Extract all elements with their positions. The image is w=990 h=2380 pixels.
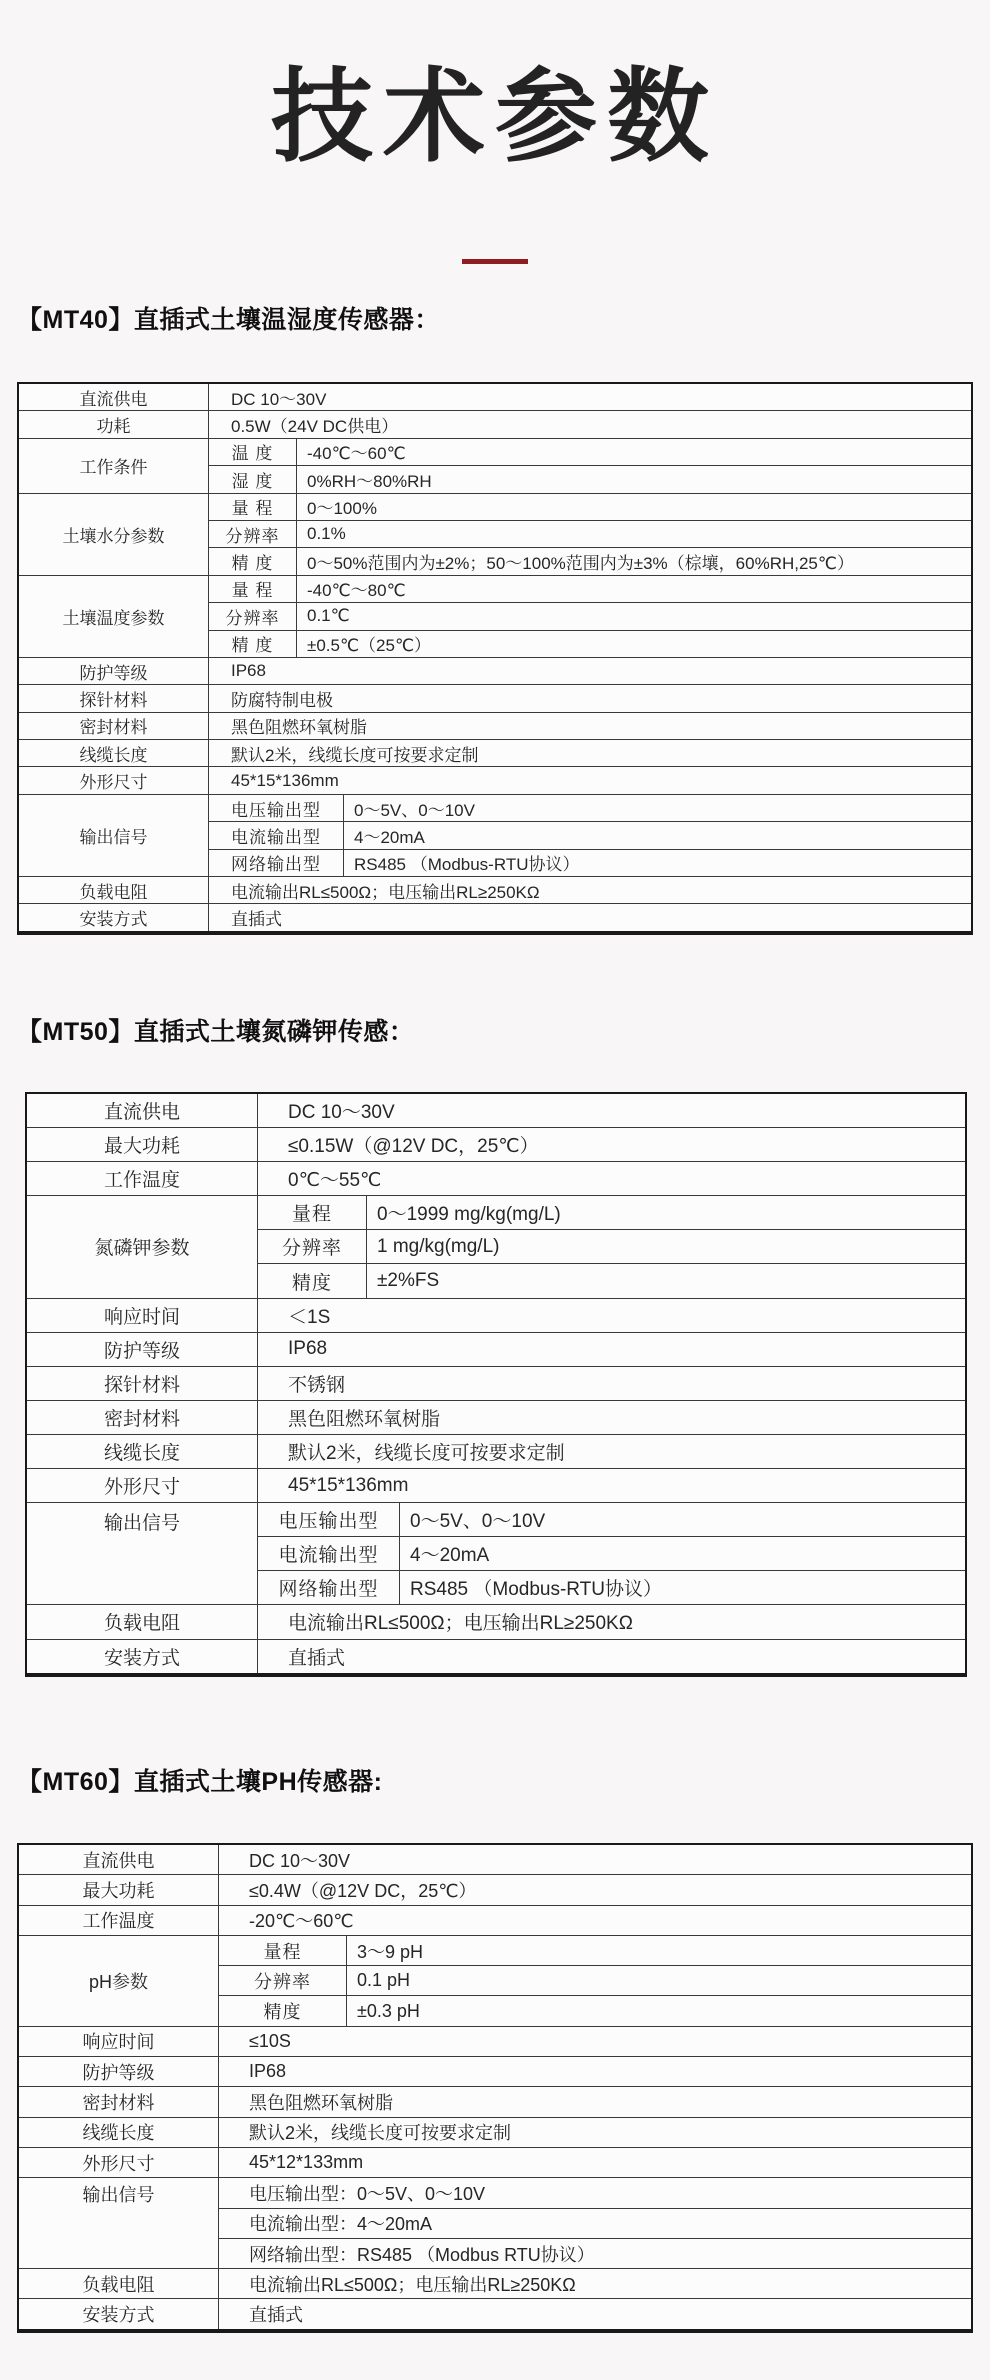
row-sub-label: 网络输出型 bbox=[258, 1571, 400, 1604]
row-value: 3～9 pH bbox=[357, 1941, 424, 1962]
row-group-label: pH参数 bbox=[19, 1936, 219, 2026]
row-group-rows bbox=[219, 1936, 971, 2026]
table-row bbox=[258, 1503, 965, 1536]
title-divider bbox=[462, 259, 528, 264]
row-sub-label: 电流输出型 bbox=[258, 1537, 400, 1570]
table-row bbox=[209, 520, 971, 547]
row-value: 默认2米，线缆长度可按要求定制 bbox=[288, 1442, 565, 1464]
row-sub-label: 量 程 bbox=[209, 494, 297, 520]
table-row-group bbox=[19, 794, 971, 876]
table-row bbox=[219, 1936, 971, 1965]
page-title: 技术参数 bbox=[271, 60, 719, 174]
row-label: 直流供电 bbox=[27, 1094, 258, 1127]
row-value: 电流输出RL≤500Ω；电压输出RL≥250KΩ bbox=[288, 1613, 633, 1635]
row-label: 工作温度 bbox=[27, 1162, 258, 1195]
table-row bbox=[209, 849, 971, 876]
row-value: ±0.3 pH bbox=[357, 2000, 420, 2021]
table-row bbox=[19, 2086, 971, 2116]
row-value: ≤10S bbox=[249, 2030, 291, 2051]
row-value: ±0.5℃（25℃） bbox=[307, 636, 432, 656]
row-value: 0.1 pH bbox=[357, 1970, 411, 1991]
table-row bbox=[209, 821, 971, 848]
row-sub-label: 分辨率 bbox=[258, 1230, 367, 1263]
row-group-rows bbox=[209, 494, 971, 575]
table-row bbox=[209, 602, 971, 629]
row-label: 探针材料 bbox=[27, 1367, 258, 1400]
row-value: 0～1999 mg/kg(mg/L) bbox=[377, 1204, 561, 1226]
row-group-rows bbox=[219, 2178, 971, 2268]
row-group-label: 土壤温度参数 bbox=[19, 576, 209, 657]
table-row bbox=[19, 903, 971, 930]
row-label: 响应时间 bbox=[27, 1299, 258, 1332]
table-row-group bbox=[19, 438, 971, 493]
table-row bbox=[219, 1965, 971, 1995]
spec-table bbox=[25, 1092, 967, 1677]
row-label: 工作温度 bbox=[19, 1906, 219, 1935]
section-1 bbox=[17, 303, 973, 935]
row-label: 安装方式 bbox=[19, 904, 209, 930]
table-row bbox=[219, 2238, 971, 2268]
row-label: 密封材料 bbox=[27, 1401, 258, 1434]
table-row-group bbox=[27, 1502, 965, 1604]
row-value: 黑色阻燃环氧树脂 bbox=[249, 2093, 393, 2114]
section-3 bbox=[17, 1765, 973, 2333]
table-row bbox=[258, 1196, 965, 1229]
spec-table bbox=[17, 1843, 973, 2333]
row-sub-label: 电流输出型 bbox=[209, 822, 344, 848]
row-sub-label: 精度 bbox=[258, 1264, 367, 1297]
table-row bbox=[27, 1298, 965, 1332]
table-row bbox=[209, 439, 971, 465]
row-sub-label: 量 程 bbox=[209, 576, 297, 602]
row-label: 功耗 bbox=[19, 411, 209, 437]
table-row bbox=[19, 2026, 971, 2056]
table-row bbox=[27, 1161, 965, 1195]
row-value: DC 10～30V bbox=[231, 389, 327, 409]
table-row bbox=[258, 1263, 965, 1297]
table-row bbox=[219, 2208, 971, 2238]
section-heading: 【MT50】直插式土壤氮磷钾传感： bbox=[17, 1018, 415, 1046]
row-value: 直插式 bbox=[249, 2305, 303, 2326]
row-value: 黑色阻燃环氧树脂 bbox=[231, 718, 367, 738]
row-value: DC 10～30V bbox=[288, 1102, 395, 1124]
row-group-rows bbox=[258, 1503, 965, 1604]
table-row bbox=[209, 576, 971, 602]
table-row bbox=[209, 494, 971, 520]
row-value: IP68 bbox=[249, 2061, 287, 2082]
section-heading: 【MT40】直插式土壤温湿度传感器： bbox=[17, 306, 440, 334]
row-label: 直流供电 bbox=[19, 384, 209, 410]
table-row bbox=[27, 1400, 965, 1434]
row-value: RS485 （Modbus-RTU协议） bbox=[354, 855, 580, 875]
row-label: 密封材料 bbox=[19, 2087, 219, 2116]
row-value: -40℃～60℃ bbox=[307, 444, 406, 464]
table-row bbox=[19, 1905, 971, 1935]
row-label: 负载电阻 bbox=[19, 877, 209, 903]
row-label: 直流供电 bbox=[19, 1845, 219, 1874]
row-value: 默认2米，线缆长度可按要求定制 bbox=[249, 2123, 512, 2144]
row-value: 电压输出型：0～5V、0～10V bbox=[249, 2183, 486, 2204]
row-value: -40℃～80℃ bbox=[307, 581, 406, 601]
row-sub-label: 网络输出型 bbox=[209, 850, 344, 876]
table-row bbox=[219, 2178, 971, 2207]
row-sub-label: 分辨率 bbox=[209, 521, 297, 547]
table-row bbox=[27, 1127, 965, 1161]
table-row bbox=[209, 795, 971, 821]
table-row bbox=[19, 1874, 971, 1904]
table-row bbox=[258, 1229, 965, 1263]
table-row bbox=[27, 1094, 965, 1127]
table-row bbox=[19, 1845, 971, 1874]
row-sub-label: 温 度 bbox=[209, 439, 297, 465]
row-label: 防护等级 bbox=[27, 1333, 258, 1366]
table-row bbox=[219, 1995, 971, 2025]
row-value: 直插式 bbox=[288, 1647, 346, 1669]
table-row bbox=[27, 1604, 965, 1638]
row-sub-label: 湿 度 bbox=[209, 466, 297, 492]
row-value: 默认2米，线缆长度可按要求定制 bbox=[231, 745, 479, 765]
row-value: 45*15*136mm bbox=[288, 1474, 409, 1496]
section-2 bbox=[17, 1015, 973, 1677]
row-group-rows bbox=[209, 795, 971, 876]
row-value: 0.5W（24V DC供电） bbox=[231, 417, 399, 437]
table-row bbox=[27, 1366, 965, 1400]
row-value: 0～5V、0～10V bbox=[354, 800, 475, 820]
table-row bbox=[209, 630, 971, 657]
table-row bbox=[209, 547, 971, 574]
row-value: 4～20mA bbox=[410, 1545, 490, 1567]
row-value: IP68 bbox=[288, 1338, 328, 1360]
row-sub-label: 量程 bbox=[219, 1936, 347, 1965]
row-label: 探针材料 bbox=[19, 685, 209, 711]
row-group-label: 输出信号 bbox=[19, 795, 209, 876]
table-row bbox=[258, 1570, 965, 1604]
table-row bbox=[19, 2117, 971, 2147]
row-label: 安装方式 bbox=[27, 1640, 258, 1673]
table-row bbox=[19, 657, 971, 684]
row-value: 电流输出RL≤500Ω；电压输出RL≥250KΩ bbox=[231, 882, 540, 902]
row-sub-label: 分辨率 bbox=[209, 603, 297, 629]
row-value: 防腐特制电极 bbox=[231, 690, 333, 710]
row-sub-label: 精 度 bbox=[209, 631, 297, 657]
table-row bbox=[19, 766, 971, 793]
row-value: -20℃～60℃ bbox=[249, 1911, 354, 1932]
row-value: 0～100% bbox=[307, 499, 377, 519]
table-row-group bbox=[19, 1935, 971, 2026]
table-row bbox=[19, 410, 971, 437]
section-heading: 【MT60】直插式土壤PH传感器: bbox=[17, 1768, 383, 1796]
row-label: 密封材料 bbox=[19, 713, 209, 739]
row-group-rows bbox=[209, 576, 971, 657]
row-sub-label: 精度 bbox=[219, 1996, 347, 2025]
row-sub-label: 精 度 bbox=[209, 548, 297, 574]
row-value: ±2%FS bbox=[377, 1270, 440, 1292]
table-row bbox=[27, 1639, 965, 1673]
row-value: 网络输出型：RS485 （Modbus RTU协议） bbox=[249, 2244, 595, 2265]
row-value: 45*15*136mm bbox=[231, 770, 339, 790]
row-value: 45*12*133mm bbox=[249, 2152, 364, 2173]
row-label: 外形尺寸 bbox=[19, 2148, 219, 2177]
table-row bbox=[19, 712, 971, 739]
row-sub-label: 电压输出型 bbox=[258, 1503, 400, 1536]
row-group-label: 输出信号 bbox=[19, 2178, 219, 2268]
row-label: 线缆长度 bbox=[19, 740, 209, 766]
row-group-label: 氮磷钾参数 bbox=[27, 1196, 258, 1297]
row-value: 不锈钢 bbox=[288, 1374, 346, 1396]
row-group-label: 输出信号 bbox=[27, 1503, 258, 1604]
row-label: 最大功耗 bbox=[19, 1875, 219, 1904]
table-row bbox=[209, 465, 971, 492]
row-value: 1 mg/kg(mg/L) bbox=[377, 1235, 500, 1257]
row-label: 外形尺寸 bbox=[27, 1469, 258, 1502]
row-label: 负载电阻 bbox=[19, 2269, 219, 2298]
row-value: 电流输出RL≤500Ω；电压输出RL≥250KΩ bbox=[249, 2274, 576, 2295]
row-group-rows bbox=[258, 1196, 965, 1297]
row-sub-label: 电压输出型 bbox=[209, 795, 344, 821]
row-value: 0～50%范围内为±2%；50～100%范围内为±3%（棕壤，60%RH,25℃） bbox=[307, 554, 854, 574]
row-label: 线缆长度 bbox=[19, 2118, 219, 2147]
row-group-label: 工作条件 bbox=[19, 439, 209, 493]
row-label: 防护等级 bbox=[19, 658, 209, 684]
row-group-rows bbox=[209, 439, 971, 493]
row-value: 电流输出型：4～20mA bbox=[249, 2214, 433, 2235]
table-row bbox=[19, 684, 971, 711]
row-value: 4～20mA bbox=[354, 827, 425, 847]
row-value: ≤0.15W（@12V DC，25℃） bbox=[288, 1136, 539, 1158]
table-row-group bbox=[19, 575, 971, 657]
table-row bbox=[19, 2298, 971, 2328]
row-label: 防护等级 bbox=[19, 2057, 219, 2086]
table-row bbox=[27, 1434, 965, 1468]
table-row bbox=[27, 1468, 965, 1502]
table-row bbox=[19, 876, 971, 903]
row-value: 黑色阻燃环氧树脂 bbox=[288, 1408, 441, 1430]
table-row-group bbox=[19, 493, 971, 575]
row-group-label: 土壤水分参数 bbox=[19, 494, 209, 575]
table-row bbox=[19, 2268, 971, 2298]
table-row-group bbox=[19, 2177, 971, 2268]
row-label: 安装方式 bbox=[19, 2299, 219, 2328]
spec-table bbox=[17, 382, 973, 935]
row-sub-label: 量程 bbox=[258, 1196, 367, 1229]
row-value: 直插式 bbox=[231, 910, 282, 930]
table-row-group bbox=[27, 1195, 965, 1297]
row-value: ≤0.4W（@12V DC，25℃） bbox=[249, 1880, 477, 1901]
table-row bbox=[19, 2147, 971, 2177]
row-sub-label: 分辨率 bbox=[219, 1966, 347, 1995]
row-label: 响应时间 bbox=[19, 2027, 219, 2056]
row-value: 0～5V、0～10V bbox=[410, 1511, 546, 1533]
row-value: RS485 （Modbus-RTU协议） bbox=[410, 1579, 663, 1601]
row-label: 最大功耗 bbox=[27, 1128, 258, 1161]
table-row bbox=[19, 739, 971, 766]
row-value: ＜1S bbox=[288, 1306, 331, 1328]
row-label: 负载电阻 bbox=[27, 1605, 258, 1638]
row-value: 0.1℃ bbox=[307, 606, 350, 626]
table-row bbox=[19, 2056, 971, 2086]
row-label: 外形尺寸 bbox=[19, 767, 209, 793]
row-value: 0℃～55℃ bbox=[288, 1170, 382, 1192]
row-value: 0.1% bbox=[307, 524, 346, 544]
table-row bbox=[258, 1536, 965, 1570]
row-value: DC 10～30V bbox=[249, 1850, 351, 1871]
row-value: IP68 bbox=[231, 661, 266, 681]
table-row bbox=[27, 1332, 965, 1366]
row-value: 0%RH～80%RH bbox=[307, 471, 432, 491]
row-label: 线缆长度 bbox=[27, 1435, 258, 1468]
table-row bbox=[19, 384, 971, 410]
